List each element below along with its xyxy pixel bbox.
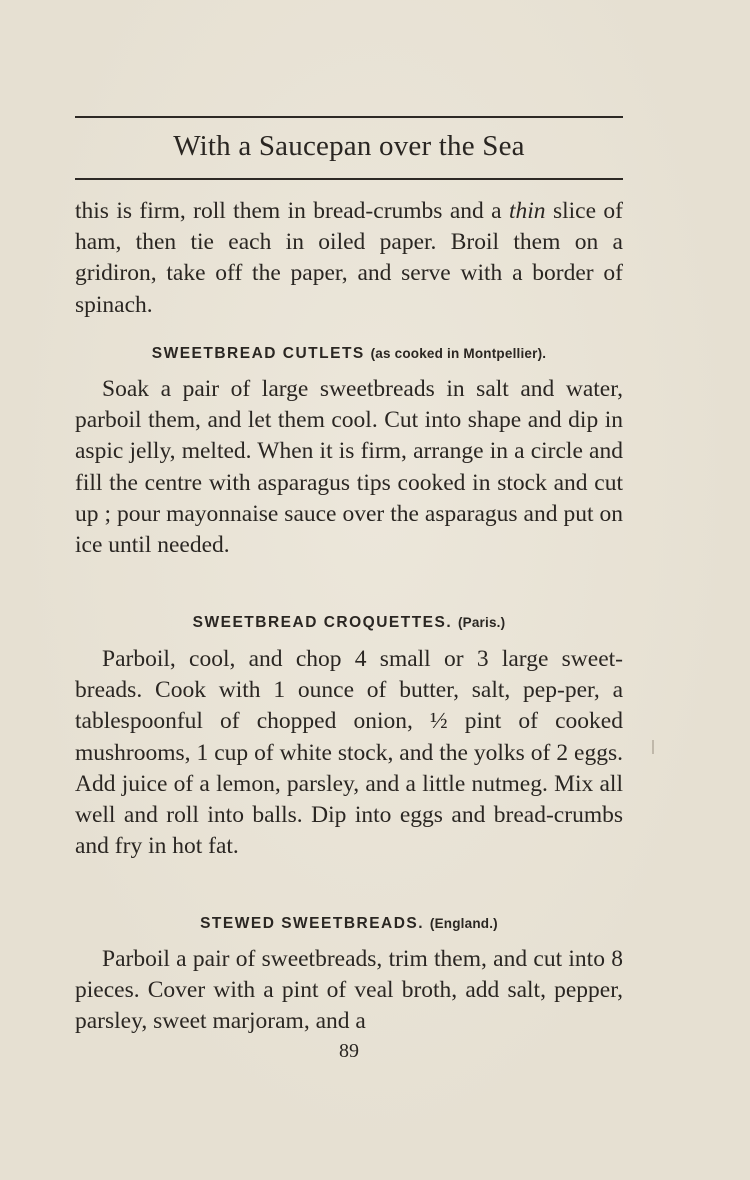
recipe-location: (as cooked in Montpellier). — [370, 346, 547, 361]
recipe-location: (England.) — [429, 916, 498, 931]
header-rule-top — [75, 116, 623, 118]
recipe-title: SWEETBREAD CROQUETTES. — [192, 614, 453, 631]
recipe-heading-cutlets — [75, 345, 623, 363]
recipe-title: SWEETBREAD CUTLETS — [151, 345, 365, 362]
recipe-heading-stewed — [75, 915, 623, 933]
recipe-heading-croquettes — [75, 614, 623, 632]
running-head: With a Saucepan over the Sea — [173, 130, 525, 162]
continuation-paragraph — [75, 196, 623, 321]
recipe-title: STEWED SWEETBREADS. — [200, 915, 425, 932]
recipe-body-cutlets — [75, 374, 623, 561]
recipe-body-croquettes — [75, 644, 623, 862]
recipe-location: (Paris.) — [457, 615, 506, 630]
continuation-text-end: slice of ham, then tie each in oiled paper. Broil them on a gridiron, take off the paper, and serve with a border of spinach. — [75, 198, 623, 318]
recipe-body-text: Soak a pair of large sweetbreads in salt and water, parboil them, and let them cool. Cut into shape and dip in aspic jelly, melted. When it is firm, arrange in a circle and fill the centre with asparagus tips cooked in stock and cut up ; pour mayonnaise sauce over the asparagus and put on ice until needed. — [75, 376, 623, 559]
page-number: 89 — [339, 1040, 359, 1062]
header-rule-bottom — [75, 178, 623, 180]
continuation-emphasis: thin — [509, 198, 546, 224]
recipe-body-stewed — [75, 944, 623, 1038]
recipe-body-text: Parboil, cool, and chop 4 small or 3 large sweet-breads. Cook with 1 ounce of butter, salt, pep-per, a tablespoonful of chopped onion, ½ pint of cooked mushrooms, 1 cup of white stock, and the yolks of 2 eggs. Add juice of a lemon, parsley, and a little nutmeg. Mix all well and roll into balls. Dip into eggs and bread-crumbs and fry in hot fat. — [75, 646, 623, 860]
paper-blemish — [652, 740, 654, 754]
continuation-text-start: this is firm, roll them in bread-crumbs and a — [75, 198, 509, 224]
recipe-body-text: Parboil a pair of sweetbreads, trim them, and cut into 8 pieces. Cover with a pint of veal broth, add salt, pepper, parsley, sweet marjoram, and a — [75, 946, 623, 1035]
